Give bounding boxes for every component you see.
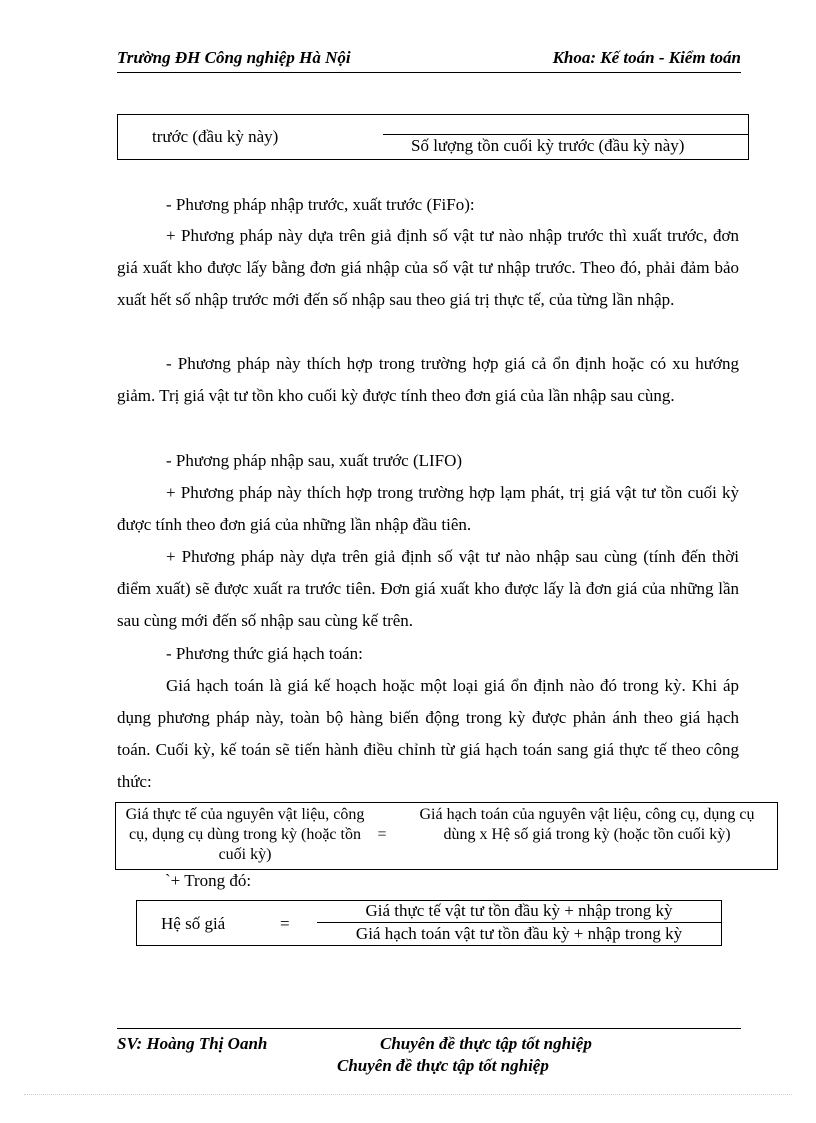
report-title-repeat: Chuyên đề thực tập tốt nghiệp (337, 1056, 549, 1075)
fraction-line (317, 922, 721, 923)
school-name: Trường ĐH Công nghiệp Hà Nội (117, 48, 351, 67)
page-footer (117, 1028, 741, 1075)
paragraph-lifo-desc: + Phương pháp này dựa trên giả định số vật tư nào nhập sau cùng (tính đến thời điểm xuất) sẽ được xuất ra trước tiên. Đơn giá xuất kho được lấy là đơn giá của những lần sau cùng mới đến số nhập sau cùng kế trên. (117, 547, 739, 630)
paragraph-standard-price-heading: - Phương thức giá hạch toán: (166, 644, 363, 663)
department-name: Khoa: Kế toán - Kiểm toán (552, 48, 741, 67)
coefficient-numerator: Giá thực tế vật tư tồn đầu kỳ + nhập trong kỳ (365, 901, 673, 920)
paragraph-fifo-heading: - Phương pháp nhập trước, xuất trước (FiFo): (166, 195, 475, 214)
paragraph-fifo-desc: + Phương pháp này dựa trên giả định số vật tư nào nhập trước thì xuất trước, đơn giá xuất kho được lấy bằng đơn giá nhập của số vật tư nhập trước. Theo đó, phải đảm bảo xuất hết số nhập trước mới đến số nhập sau theo giá trị thực tế, của từng lần nhập. (117, 226, 739, 309)
student-name: SV: Hoàng Thị Oanh (117, 1034, 268, 1053)
page-bottom-border (24, 1094, 792, 1095)
coefficient-equals: = (280, 914, 290, 933)
paragraph-fifo-suitability: - Phương pháp này thích hợp trong trường hợp giá cả ổn định hoặc có xu hướng giảm. Trị giá vật tư tồn kho cuối kỳ được tính theo đơn giá của lần nhập sau cùng. (117, 354, 739, 405)
formula-top-left: trước (đầu kỳ này) (152, 127, 279, 146)
page-header (117, 48, 741, 73)
report-title: Chuyên đề thực tập tốt nghiệp (380, 1034, 592, 1053)
formula-main-right: Giá hạch toán của nguyên vật liệu, công cụ, dụng cụ dùng x Hệ số giá trong kỳ (hoặc tồn cuối kỳ) (419, 806, 755, 843)
formula-box-coefficient (136, 900, 722, 946)
paragraph-lifo-heading: - Phương pháp nhập sau, xuất trước (LIFO) (166, 451, 463, 470)
formula-main-equals: = (377, 826, 387, 843)
formula-box-main (115, 802, 778, 870)
coefficient-denominator: Giá hạch toán vật tư tồn đầu kỳ + nhập trong kỳ (355, 924, 683, 943)
coefficient-label: Hệ số giá (161, 914, 226, 933)
paragraph-standard-price-desc: Giá hạch toán là giá kế hoạch hoặc một loại giá ổn định nào đó trong kỳ. Khi áp dụng phương pháp này, toàn bộ hàng biến động trong kỳ được phản ánh theo giá hạch toán. Cuối kỳ, kế toán sẽ tiến hành điều chỉnh từ giá hạch toán sang giá thực tế theo công thức: (117, 676, 739, 791)
formula-box-top (117, 114, 749, 160)
formula-main-left: Giá thực tế của nguyên vật liệu, công cụ, dụng cụ dùng trong kỳ (hoặc tồn cuối kỳ) (125, 806, 365, 863)
paragraph-lifo-suitability: + Phương pháp này thích hợp trong trường hợp lạm phát, trị giá vật tư tồn cuối kỳ được tính theo đơn giá của những lần nhập đầu tiên. (117, 483, 739, 534)
formula-top-denominator: Số lượng tồn cuối kỳ trước (đầu kỳ này) (411, 136, 685, 155)
where-label: `+ Trong đó: (165, 871, 252, 890)
fraction-line (383, 134, 748, 135)
